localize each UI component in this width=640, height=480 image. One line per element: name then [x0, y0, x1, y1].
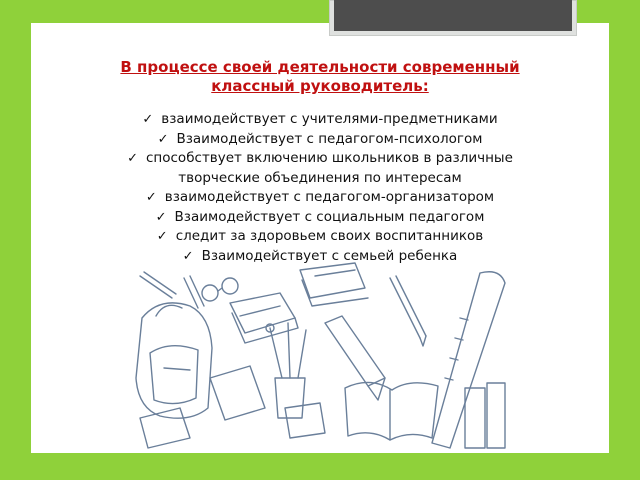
checkmark-bullet-icon: ✓: [156, 229, 168, 244]
school-supplies-sketch: [120, 258, 520, 453]
slide-title-line1: В процессе своей деятельности современный: [120, 58, 520, 76]
decorative-tab-dark: [334, 0, 572, 31]
marker-icon: [325, 316, 385, 400]
list-item: ✓ следит за здоровьем своих воспитанников: [156, 228, 484, 244]
open-book-icon: [345, 382, 438, 440]
list-item: ✓ способствует включению школьников в различные творческие объединения по интересам: [0, 149, 640, 188]
list-item: ✓ взаимодействует с учителями-предметниками: [142, 111, 498, 127]
list-item: ✓ Взаимодействует с семьей ребенка: [182, 247, 458, 264]
checkmark-bullet-icon: ✓: [142, 112, 154, 127]
checkmark-bullet-icon: ✓: [155, 209, 167, 225]
backpack-icon: [136, 303, 212, 418]
ruler-icon: [432, 272, 505, 448]
list-item: ✓ взаимодействует с педагогом-организатором: [145, 189, 495, 205]
list-item: ✓ Взаимодействует с социальным педагогом: [155, 208, 485, 225]
binders-icon: [465, 383, 505, 448]
glasses-icon: [202, 278, 238, 301]
checkmark-bullet-icon: ✓: [127, 151, 138, 166]
checkmark-bullet-icon: ✓: [157, 131, 169, 147]
duties-list: [0, 110, 640, 266]
pencil-cup-icon: [266, 323, 306, 418]
list-item-continuation: творческие объединения по интересам: [178, 169, 462, 186]
notebook-icon: [300, 263, 368, 306]
slide-title-line2: классный руководитель:: [211, 77, 429, 95]
checkmark-bullet-icon: ✓: [145, 190, 157, 205]
checkmark-bullet-icon: ✓: [182, 248, 194, 264]
list-item: ✓ Взаимодействует с педагогом-психологом: [157, 130, 483, 147]
pen-icon: [390, 276, 426, 346]
slide-title: [0, 58, 640, 96]
